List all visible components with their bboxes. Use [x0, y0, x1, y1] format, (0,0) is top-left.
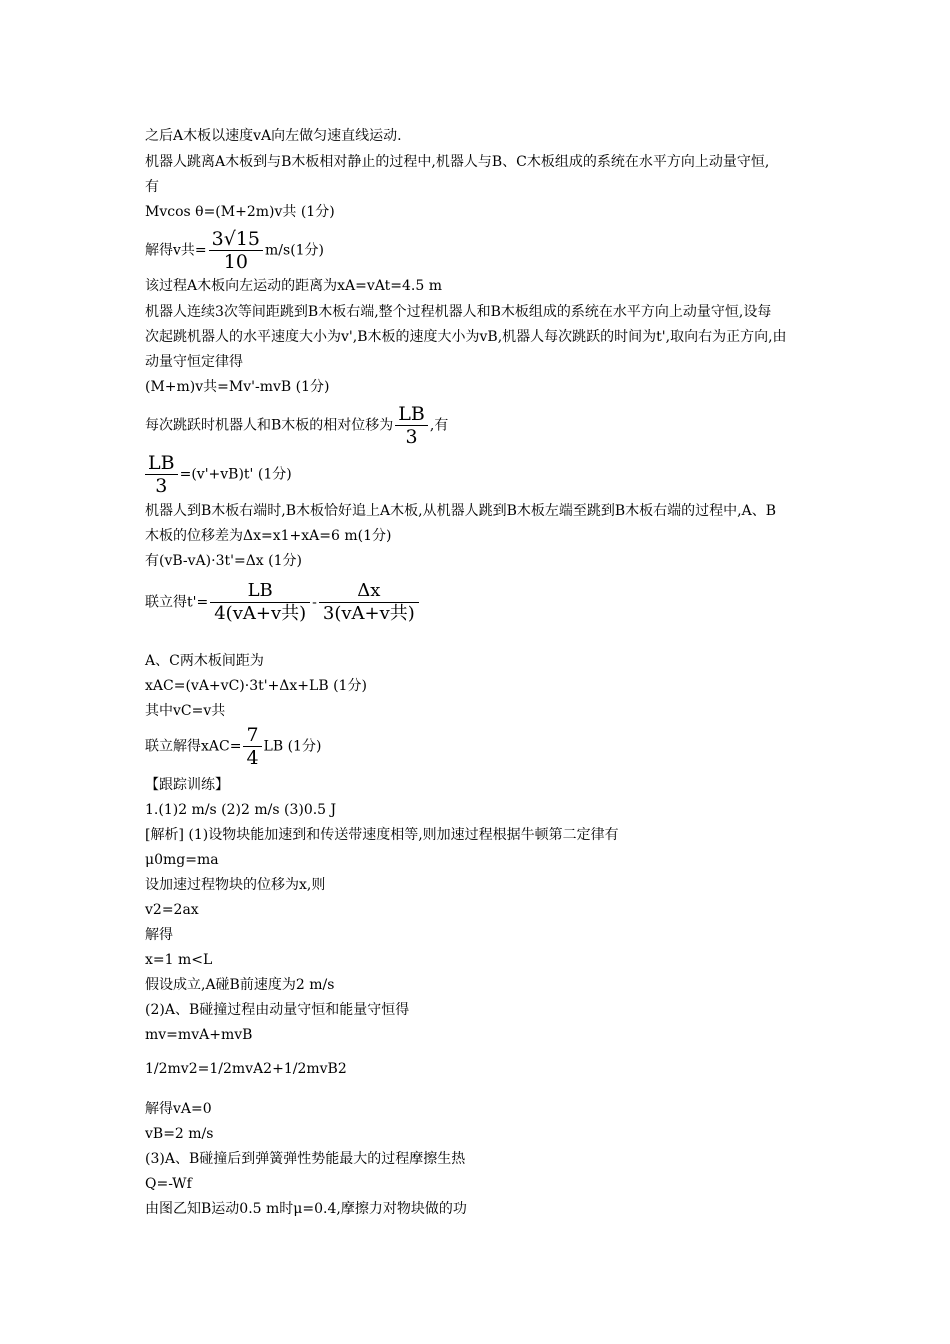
text-line: 次起跳机器人的水平速度大小为v',B木板的速度大小为vB,机器人每次跳跃的时间为t',取向右为正方向,由	[145, 329, 787, 345]
fraction-denominator: 4	[246, 747, 259, 769]
equation-prefix: 联立得t'=	[145, 594, 209, 611]
section-heading: 【跟踪训练】	[145, 777, 229, 793]
fraction	[395, 403, 428, 448]
text-line: 设加速过程物块的位移为x,则	[145, 877, 326, 893]
text-line: 机器人到B木板右端时,B木板恰好追上A木板,从机器人跳到B木板左端至跳到B木板右端的过程中,A、B	[145, 503, 777, 519]
equation-suffix: m/s(1分)	[265, 242, 325, 259]
fraction-numerator: 3√15	[209, 228, 263, 251]
text-line: 该过程A木板向左运动的距离为xA=vAt=4.5 m	[145, 278, 442, 294]
fraction-denominator: 3	[155, 475, 168, 497]
text-line: 有	[145, 179, 159, 195]
fraction	[210, 580, 310, 625]
equation-line	[145, 724, 321, 769]
equation-line: vB=2 m/s	[145, 1126, 214, 1142]
equation-line: Mvcos θ=(M+2m)v共 (1分)	[145, 204, 335, 220]
equation-prefix: 联立解得xAC=	[145, 738, 242, 755]
fraction-numerator: LB	[210, 580, 310, 603]
fraction-denominator: 3	[405, 426, 418, 448]
fraction-denominator: 10	[223, 251, 248, 273]
equation-line: xAC=(vA+vC)·3t'+Δx+LB (1分)	[145, 678, 367, 694]
equation-line: μ0mg=ma	[145, 852, 219, 868]
answer-line: 1.(1)2 m/s (2)2 m/s (3)0.5 J	[145, 802, 337, 818]
text-prefix: 每次跳跃时机器人和B木板的相对位移为	[145, 417, 394, 434]
equation-line: mv=mvA+mvB	[145, 1027, 253, 1043]
equation-line: v2=2ax	[145, 902, 199, 918]
equation-line: x=1 m<L	[145, 952, 213, 968]
text-suffix: ,有	[429, 417, 449, 434]
equation-suffix: =(v'+vB)t' (1分)	[179, 466, 292, 483]
text-line: 木板的位移差为Δx=x1+xA=6 m(1分)	[145, 528, 392, 544]
equation-line	[145, 228, 324, 273]
text-line: 假设成立,A碰B前速度为2 m/s	[145, 977, 335, 993]
equation-line: (M+m)v共=Mv'-mvB (1分)	[145, 379, 330, 395]
equation-line: 有(vB-vA)·3t'=Δx (1分)	[145, 553, 302, 569]
fraction-numerator: Δx	[319, 580, 419, 603]
text-line: 其中vC=v共	[145, 703, 226, 719]
text-line: 机器人连续3次等间距跳到B木板右端,整个过程机器人和B木板组成的系统在水平方向上动量守恒,设每	[145, 304, 772, 320]
equation-suffix: LB (1分)	[263, 738, 322, 755]
fraction	[243, 724, 261, 769]
text-line: [解析] (1)设物块能加速到和传送带速度相等,则加速过程根据牛顿第二定律有	[145, 827, 619, 843]
equation-line: Q=-Wf	[145, 1176, 192, 1192]
text-line: 之后A木板以速度vA向左做匀速直线运动.	[145, 128, 402, 144]
equation-prefix: 解得v共=	[145, 242, 207, 259]
equation-line: 1/2mv2=1/2mvA2+1/2mvB2	[145, 1061, 347, 1077]
text-line: 机器人跳离A木板到与B木板相对静止的过程中,机器人与B、C木板组成的系统在水平方向上动量守恒,	[145, 154, 770, 170]
text-line: 解得vA=0	[145, 1101, 212, 1117]
fraction	[145, 452, 178, 497]
equation-line	[145, 580, 421, 625]
fraction-numerator: LB	[145, 452, 178, 475]
text-line: 解得	[145, 927, 173, 943]
text-line	[145, 403, 448, 448]
text-line: A、C两木板间距为	[145, 653, 264, 669]
text-line: (2)A、B碰撞过程由动量守恒和能量守恒得	[145, 1002, 410, 1018]
fraction-denominator: 3(vA+v共)	[322, 603, 415, 624]
equation-line	[145, 452, 292, 497]
fraction-numerator: 7	[243, 724, 261, 747]
fraction-denominator: 4(vA+v共)	[214, 603, 307, 624]
fraction-numerator: LB	[395, 403, 428, 426]
minus-sign: -	[312, 594, 317, 611]
fraction	[209, 228, 263, 273]
text-line: 由图乙知B运动0.5 m时μ=0.4,摩擦力对物块做的功	[145, 1201, 467, 1217]
text-line: 动量守恒定律得	[145, 354, 243, 370]
fraction	[319, 580, 419, 625]
text-line: (3)A、B碰撞后到弹簧弹性势能最大的过程摩擦生热	[145, 1151, 466, 1167]
